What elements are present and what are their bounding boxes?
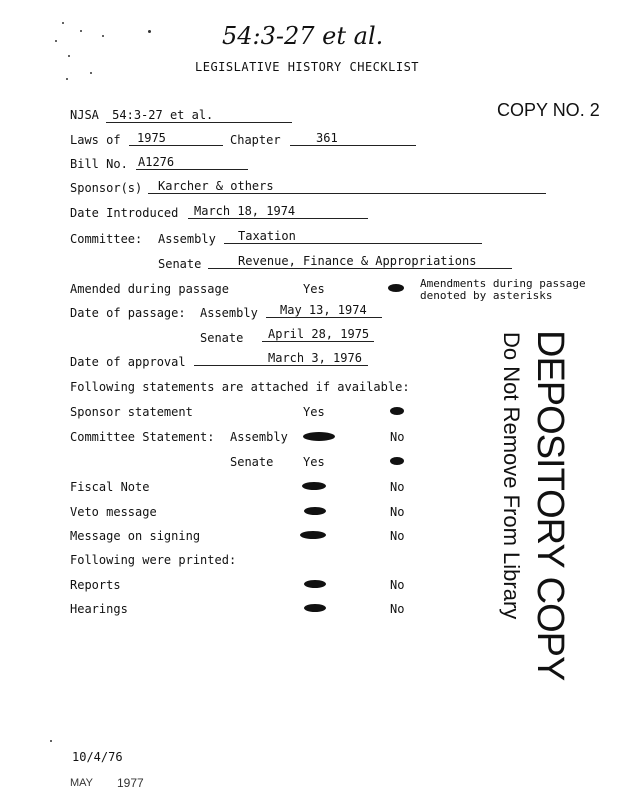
- depository-stamp-title: DEPOSITORY COPY: [529, 330, 571, 681]
- scan-speck: [66, 78, 68, 80]
- statements-heading: Following statements are attached if available:: [70, 380, 410, 394]
- redaction-mark: [300, 531, 326, 539]
- copy-number: COPY NO. 2: [497, 100, 600, 120]
- laws-value: 1975: [129, 131, 223, 146]
- committee-statement-senate-label: Senate: [230, 455, 274, 469]
- scan-speck: [68, 55, 70, 57]
- handwritten-title: 54:3-27 et al.: [222, 22, 384, 50]
- redaction-mark: [303, 432, 335, 441]
- fiscal-note-no: No: [390, 480, 405, 494]
- committee-assembly-value: Taxation: [224, 229, 482, 244]
- bill-value: A1276: [136, 155, 248, 170]
- committee-statement-senate-yes: Yes: [303, 455, 325, 469]
- passage-assembly-value: May 13, 1974: [266, 303, 382, 318]
- bill-label: Bill No.: [70, 157, 128, 171]
- printed-heading: Following were printed:: [70, 553, 237, 567]
- redaction-mark: [390, 407, 404, 415]
- message-on-signing-label: Message on signing: [70, 529, 201, 543]
- received-stamp-year: 1977: [117, 776, 144, 790]
- scan-speck: [62, 22, 64, 24]
- passage-senate-label: Senate: [200, 331, 244, 345]
- sponsor-value: Karcher & others: [148, 179, 546, 194]
- reports-label: Reports: [70, 578, 121, 592]
- amended-yes: Yes: [303, 282, 325, 296]
- date-introduced-value: March 18, 1974: [188, 204, 368, 219]
- scan-speck: [90, 72, 92, 74]
- redaction-mark: [304, 580, 326, 588]
- sponsor-statement-label: Sponsor statement: [70, 405, 193, 419]
- hearings-no: No: [390, 602, 405, 616]
- committee-senate-label: Senate: [158, 257, 202, 271]
- scan-speck: [148, 30, 151, 33]
- amended-note-line2: denoted by asterisks: [420, 289, 553, 302]
- njsa-value: 54:3-27 et al.: [106, 108, 292, 123]
- reports-no: No: [390, 578, 405, 592]
- scan-speck: [80, 30, 82, 32]
- committee-statement-no: No: [390, 430, 405, 444]
- committee-senate-value: Revenue, Finance & Appropriations: [208, 254, 512, 269]
- redaction-mark: [304, 507, 326, 515]
- chapter-value: 361: [290, 131, 416, 146]
- njsa-row: [70, 108, 292, 123]
- njsa-label: NJSA: [70, 108, 99, 122]
- date-of-approval-label: Date of approval: [70, 355, 186, 369]
- scan-speck: [50, 740, 52, 742]
- received-stamp-month: MAY: [70, 777, 94, 789]
- amended-label: Amended during passage: [70, 282, 229, 296]
- hearings-label: Hearings: [70, 602, 128, 616]
- sponsor-label: Sponsor(s): [70, 181, 143, 195]
- redaction-mark: [304, 604, 326, 612]
- redaction-mark: [302, 482, 326, 490]
- veto-message-no: No: [390, 505, 405, 519]
- chapter-label: Chapter: [230, 133, 281, 147]
- message-on-signing-no: No: [390, 529, 405, 543]
- redaction-mark: [388, 284, 404, 292]
- committee-statement-label: Committee Statement:: [70, 430, 215, 444]
- committee-label: Committee:: [70, 232, 143, 246]
- footer-date: 10/4/76: [72, 750, 123, 764]
- scan-speck: [55, 40, 57, 42]
- scan-speck: [102, 35, 104, 37]
- date-of-passage-label: Date of passage:: [70, 306, 186, 320]
- passage-assembly-label: Assembly: [200, 306, 258, 320]
- sponsor-statement-yes: Yes: [303, 405, 325, 419]
- veto-message-label: Veto message: [70, 505, 157, 519]
- page-title: LEGISLATIVE HISTORY CHECKLIST: [195, 60, 420, 74]
- date-introduced-label: Date Introduced: [70, 206, 179, 220]
- laws-label: Laws of: [70, 133, 121, 147]
- depository-stamp-subtitle: Do Not Remove From Library: [499, 332, 524, 620]
- date-of-approval-value: March 3, 1976: [194, 351, 368, 366]
- committee-assembly-label: Assembly: [158, 232, 216, 246]
- amended-note-line1: Amendments during passage: [420, 277, 586, 290]
- fiscal-note-label: Fiscal Note: [70, 480, 150, 494]
- committee-statement-assembly-label: Assembly: [230, 430, 288, 444]
- redaction-mark: [390, 457, 404, 465]
- passage-senate-value: April 28, 1975: [262, 327, 374, 342]
